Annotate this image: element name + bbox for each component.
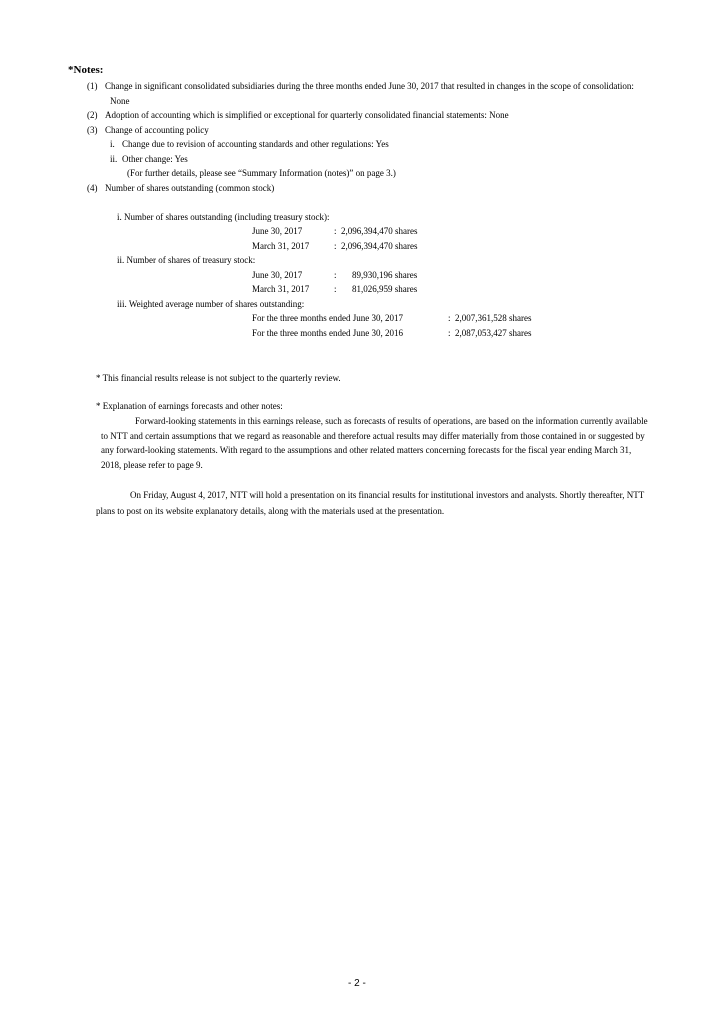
forecast-paragraph-line: to NTT and certain assumptions that we regard as reasonable and therefore actual results may differ materially from those contained in or suggested by [101, 431, 645, 441]
weighted-average-period: For the three months ended June 30, 2017 [252, 313, 403, 323]
note-3-further-details: (For further details, please see “Summary Information (notes)” on page 3.) [127, 168, 396, 178]
page-number: - 2 - [348, 978, 366, 989]
note-3-i-text: Change due to revision of accounting standards and other regulations: Yes [122, 139, 389, 149]
treasury-stock-period: June 30, 2017 [252, 270, 303, 280]
forecast-paragraph-line: Forward-looking statements in this earnings release, such as forecasts of results of operations, are based on the information currently available [135, 416, 648, 426]
weighted-average-value: 2,007,361,528 shares [455, 313, 532, 323]
note-3-number: (3) [87, 125, 98, 135]
treasury-stock-period: March 31, 2017 [252, 284, 310, 294]
note-1-number: (1) [87, 81, 98, 91]
quarterly-review-note: * This financial results release is not subject to the quarterly review. [96, 373, 341, 383]
weighted-average-colon: : [448, 313, 451, 323]
treasury-stock-value: 81,026,959 shares [352, 284, 418, 294]
shares-outstanding-colon: : [334, 226, 337, 236]
shares-outstanding-value: 2,096,394,470 shares [341, 241, 418, 251]
presentation-paragraph-line: On Friday, August 4, 2017, NTT will hold a presentation on its financial results for institutional investors and analysts. Shortly thereafter, NTT [130, 490, 645, 500]
shares-outstanding-label: i. Number of shares outstanding (including treasury stock): [117, 212, 330, 222]
treasury-stock-label: ii. Number of shares of treasury stock: [117, 255, 256, 265]
weighted-average-value: 2,087,053,427 shares [455, 328, 532, 338]
shares-outstanding-period: June 30, 2017 [252, 226, 303, 236]
shares-outstanding-period: March 31, 2017 [252, 241, 310, 251]
weighted-average-colon: : [448, 328, 451, 338]
presentation-paragraph-line: plans to post on its website explanatory details, along with the materials used at the presentation. [96, 506, 445, 516]
treasury-stock-colon: : [334, 270, 337, 280]
note-1-text: Change in significant consolidated subsidiaries during the three months ended June 30, 2017 that resulted in changes in the scope of consolidation: [105, 81, 634, 91]
weighted-average-label: iii. Weighted average number of shares outstanding: [117, 299, 305, 309]
forecast-paragraph-line: 2018, please refer to page 9. [101, 460, 203, 470]
weighted-average-period: For the three months ended June 30, 2016 [252, 328, 403, 338]
shares-outstanding-colon: : [334, 241, 337, 251]
note-2-text: Adoption of accounting which is simplified or exceptional for quarterly consolidated financial statements: None [105, 110, 509, 120]
note-3-text: Change of accounting policy [105, 125, 209, 135]
note-2-number: (2) [87, 110, 98, 120]
note-1-value: None [110, 96, 130, 106]
treasury-stock-colon: : [334, 284, 337, 294]
shares-outstanding-value: 2,096,394,470 shares [341, 226, 418, 236]
notes-heading: *Notes: [68, 64, 104, 76]
forecast-heading: * Explanation of earnings forecasts and other notes: [96, 401, 283, 411]
note-3-i-label: i. [110, 139, 115, 149]
treasury-stock-value: 89,930,196 shares [352, 270, 418, 280]
note-3-ii-text: Other change: Yes [122, 154, 188, 164]
forecast-paragraph-line: any forward-looking statements. With regard to the assumptions and other related matters concerning forecasts for the fiscal year ending March 31, [101, 445, 632, 455]
note-4-text: Number of shares outstanding (common stock) [105, 183, 275, 193]
note-3-ii-label: ii. [110, 154, 118, 164]
note-4-number: (4) [87, 183, 98, 193]
